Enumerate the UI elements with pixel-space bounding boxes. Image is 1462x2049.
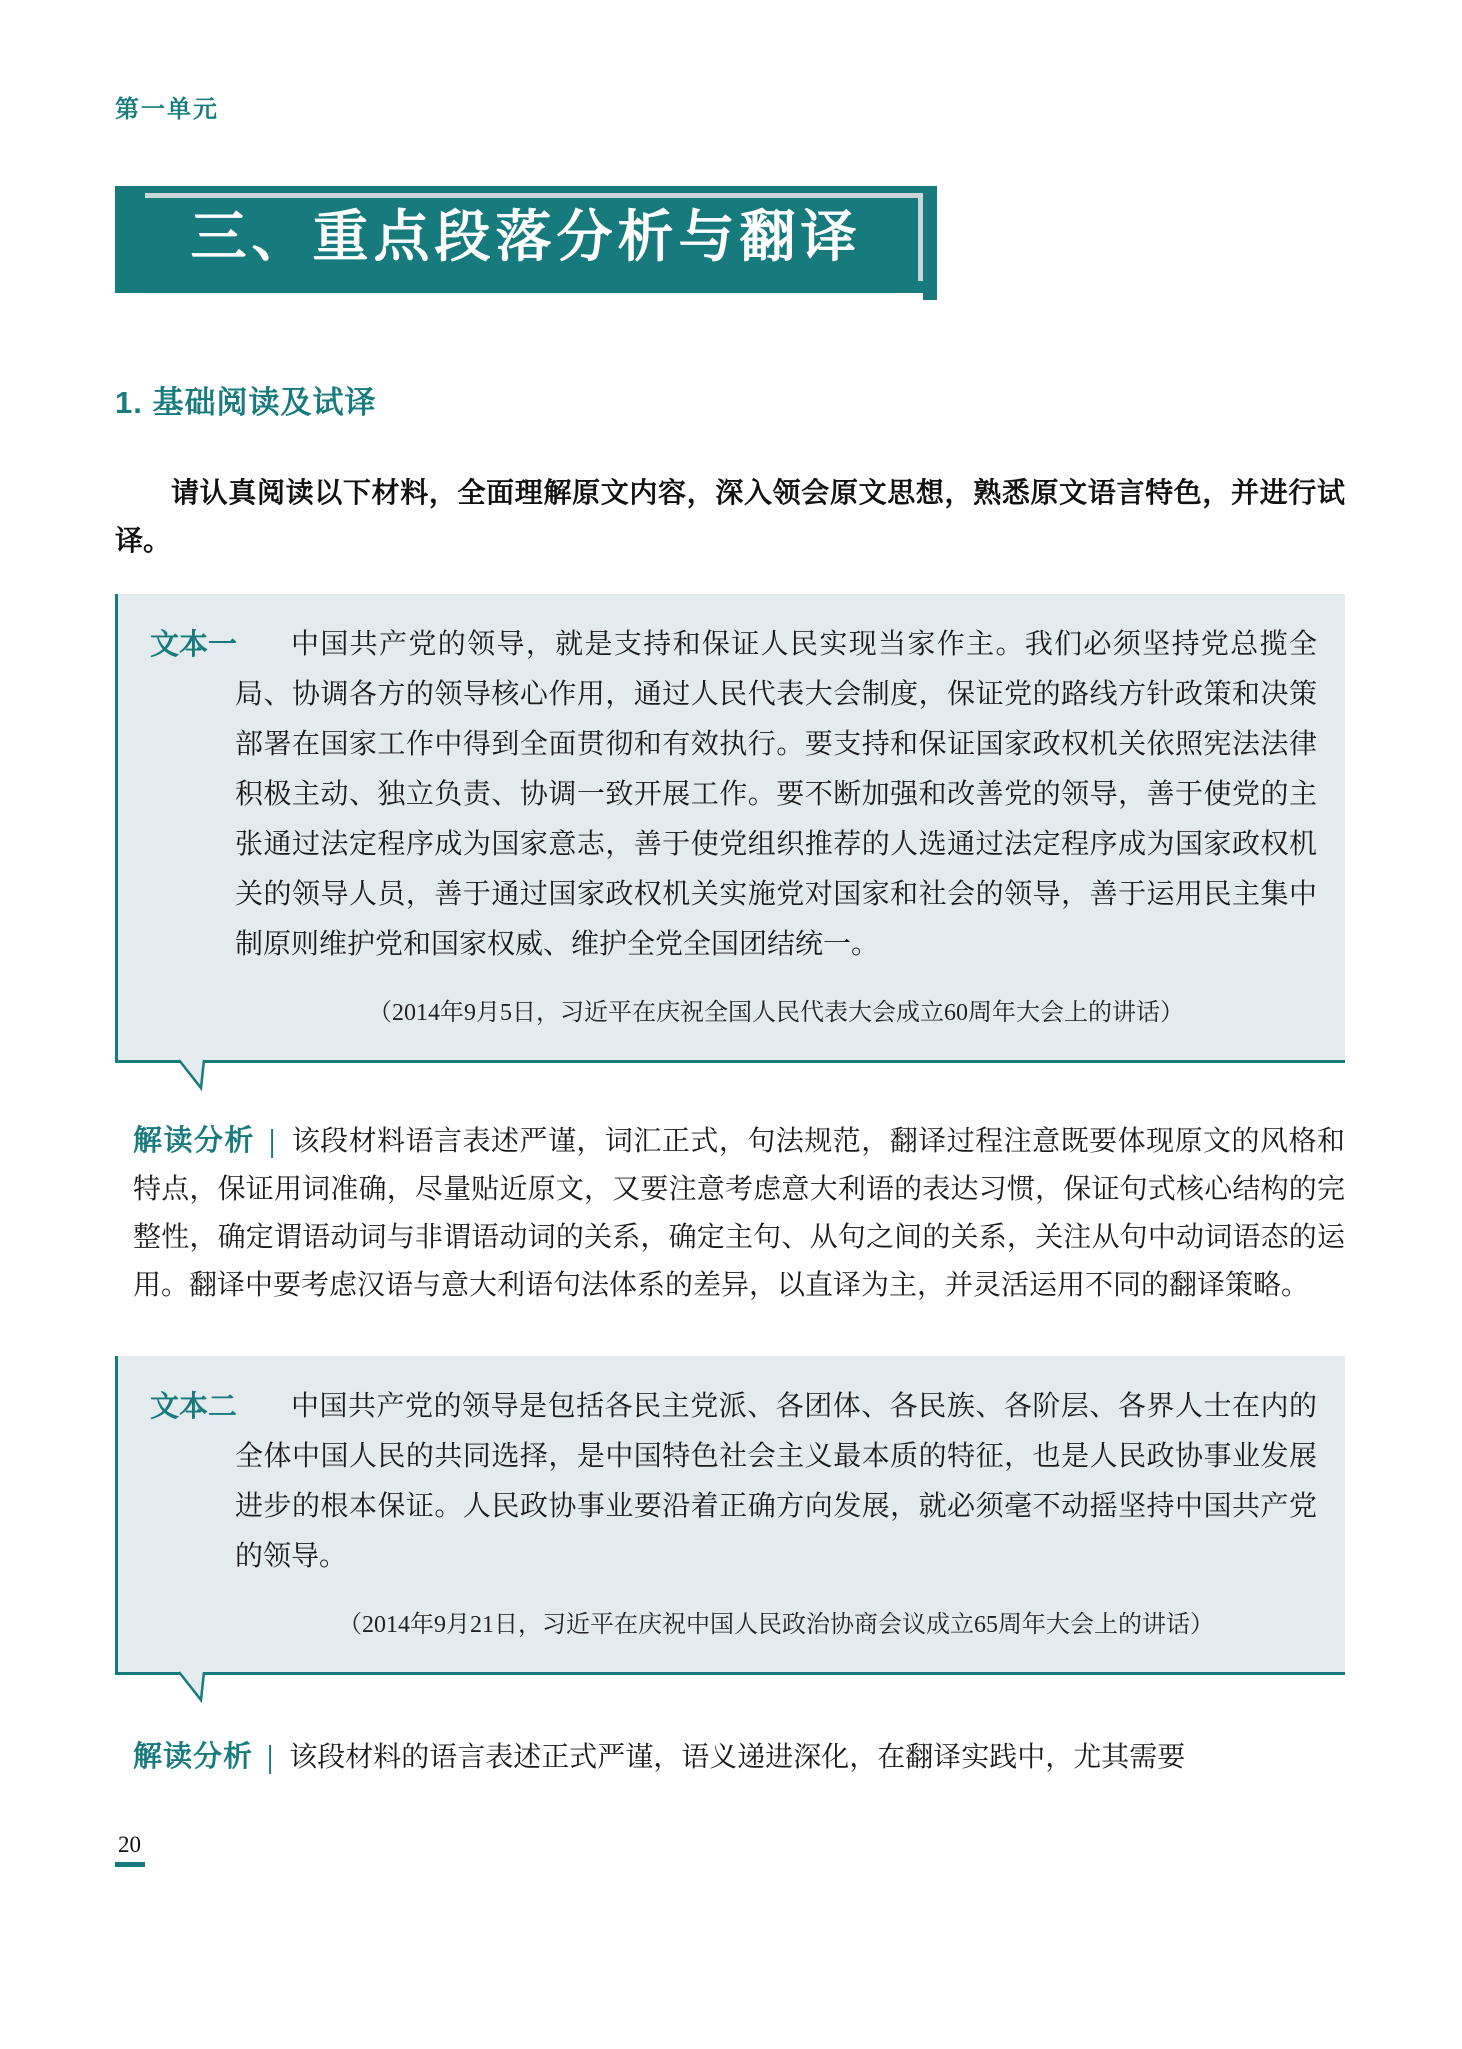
analysis-1-text: 该段材料语言表述严谨，词汇正式，句法规范，翻译过程注意既要体现原文的风格和特点，保证用词准确，尽量贴近原文，又要注意考虑意大利语的表达习惯，保证句式核心结构的完整性，确定谓语动词与非谓语动词的关系，确定主句、从句之间的关系，关注从句中动词语态的运用。翻译中要考虑汉语与意大利语句法体系的差异，以直译为主，并灵活运用不同的翻译策略。 <box>133 1126 1345 1301</box>
subsection-heading: 1. 基础阅读及试译 <box>115 385 377 420</box>
intro-paragraph: 请认真阅读以下材料，全面理解原文内容，深入领会原文思想，熟悉原文语言特色，并进行试译。 <box>115 478 1345 557</box>
speech-bubble-tail-icon <box>178 1060 206 1091</box>
quote-box-1-label-column <box>118 620 238 670</box>
banner-corner-decoration <box>923 293 937 300</box>
analysis-2-separator-bar: | <box>267 1739 274 1776</box>
quote-box-1-content <box>235 620 1317 1030</box>
page-number-underline <box>115 1862 145 1867</box>
quote-box-1 <box>115 594 1345 1063</box>
quote-box-1-label: 文本一 <box>150 629 238 661</box>
quote-box-2 <box>115 1356 1345 1675</box>
page-number: 20 <box>118 1832 141 1857</box>
quote-box-2-body: 中国共产党的领导是包括各民主党派、各团体、各民族、各阶层、各界人士在内的全体中国人民的共同选择，是中国特色社会主义最本质的特征，也是人民政协事业发展进步的根本保证。人民政协事业要沿着正确方向发展，就必须毫不动摇坚持中国共产党的领导。 <box>235 1391 1317 1572</box>
quote-box-2-label: 文本二 <box>150 1391 238 1423</box>
analysis-2-label: 解读分析 <box>133 1741 254 1773</box>
quote-box-1-attribution: （2014年9月5日，习近平在庆祝全国人民代表大会成立60周年大会上的讲话） <box>368 1000 1184 1026</box>
section-banner <box>115 186 937 293</box>
quote-box-1-body: 中国共产党的领导，就是支持和保证人民实现当家作主。我们必须坚持党总揽全局、协调各方的领导核心作用，通过人民代表大会制度，保证党的路线方针政策和决策部署在国家工作中得到全面贯彻和有效执行。要支持和保证国家政权机关依照宪法法律积极主动、独立负责、协调一致开展工作。要不断加强和改善党的领导，善于使党的主张通过法定程序成为国家意志，善于使党组织推荐的人选通过法定程序成为国家政权机关的领导人员，善于通过国家政权机关实施党对国家和社会的领导，善于运用民主集中制原则维护党和国家权威、维护全党全国团结统一。 <box>235 629 1317 960</box>
quote-box-2-content <box>235 1382 1317 1642</box>
speech-bubble-tail-icon <box>178 1672 206 1703</box>
analysis-paragraph-2 <box>133 1733 1345 1782</box>
section-banner-title: 三、重点段落分析与翻译 <box>190 207 862 269</box>
analysis-1-label: 解读分析 <box>133 1125 255 1157</box>
page-footer <box>115 1832 1345 1867</box>
analysis-paragraph-1 <box>133 1117 1345 1310</box>
analysis-1-separator-bar: | <box>268 1123 276 1160</box>
unit-label: 第一单元 <box>115 96 219 123</box>
quote-box-2-attribution: （2014年9月21日，习近平在庆祝中国人民政治协商会议成立65周年大会上的讲话） <box>338 1612 1214 1638</box>
quote-box-2-label-column <box>118 1382 238 1432</box>
analysis-2-text: 该段材料的语言表述正式严谨，语义递进深化，在翻译实践中，尤其需要 <box>289 1742 1186 1773</box>
